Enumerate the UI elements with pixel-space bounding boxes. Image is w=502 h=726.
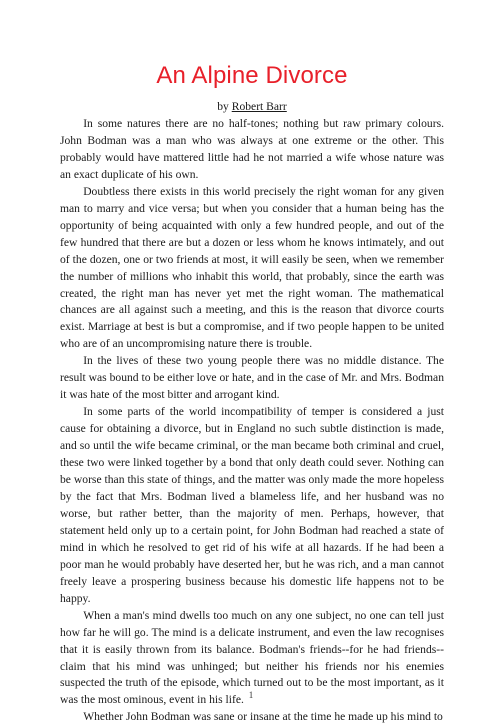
author-link[interactable]: Robert Barr xyxy=(231,100,287,113)
paragraph: In some natures there are no half-tones; nothing but raw primary colours. John Bodman was a man who was always at one extreme or the other. This probably would have mattered little had he not married a wife whose nature was an exact duplicate of his own. xyxy=(60,117,444,181)
paragraph: In some parts of the world incompatibility of temper is considered a just cause for obtaining a divorce, but in England no such subtle distinction is made, and so until the wife became criminal, or the man became both criminal and cruel, these two were linked together by a bond that only death could sever. Nothing can be worse than this state of things, and the matter was only made the more hopeless by the fact that Mrs. Bodman lived a blameless life, and her husband was no worse, but rather better, than the majority of men. Perhaps, however, that statement held only up to a certain point, for John Bodman had reached a state of mind in which he resolved to get rid of his wife at all hazards. If he had been a poor man he would probably have deserted her, but he was rich, and a man cannot freely leave a prospering business because his domestic life happens not to be happy. xyxy=(60,405,444,605)
paragraph: In the lives of these two young people there was no middle distance. The result was bound to be either love or hate, and in the case of Mr. and Mrs. Bodman it was hate of the most bitter and arrogant kind. xyxy=(60,354,444,402)
byline xyxy=(60,99,444,115)
document-body xyxy=(60,116,444,726)
document-title: An Alpine Divorce xyxy=(156,62,348,89)
byline-prefix: by xyxy=(217,100,232,113)
page-number: 1 xyxy=(248,690,254,700)
paragraph: When a man's mind dwells too much on any one subject, no one can tell just how far he will go. The mind is a delicate instrument, and even the law recognises that it is easily thrown from its balance. Bodman's friends--for he had friends--claim that his mind was unhinged; but neither his friends nor his enemies suspected the truth of the episode, which turned out to be the most important, as it was the most ominous, event in his life. xyxy=(60,608,444,707)
paragraph: Whether John Bodman was sane or insane at the time he made up his mind to xyxy=(83,710,443,724)
paragraph: Doubtless there exists in this world precisely the right woman for any given man to marry and vice versa; but when you consider that a human being has the opportunity of being acquainted with only a few hundred people, and out of the few hundred that there are but a dozen or less whom he knows intimately, and out of the dozen, one or two friends at most, it will easily be seen, when we remember the number of millions who inhabit this world, that probably, since the earth was created, the right man has never yet met the right woman. The mathematical chances are all against such a meeting, and this is the reason that divorce courts exist. Marriage at best is but a compromise, and if two people happen to be united who are of an uncompromising nature there is trouble. xyxy=(60,184,444,351)
